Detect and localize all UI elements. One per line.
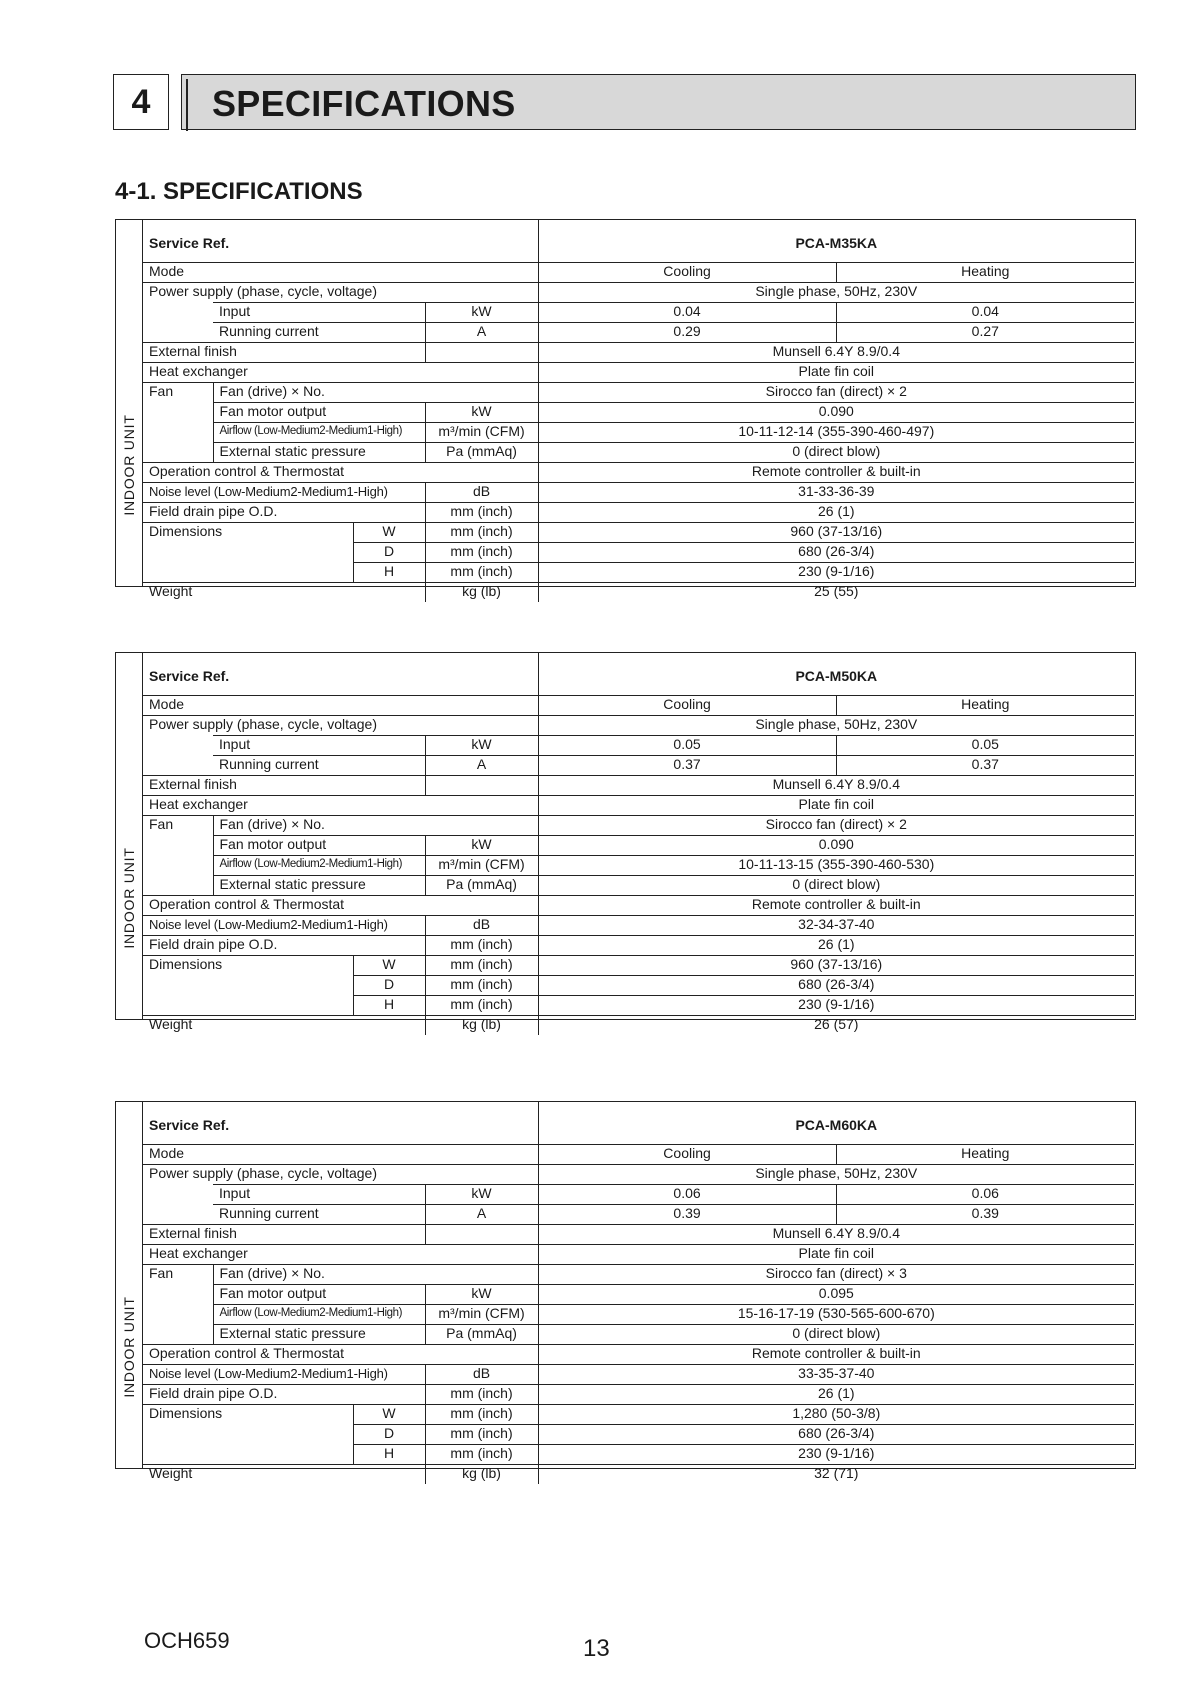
row-label: Field drain pipe O.D. — [143, 503, 425, 523]
value-cell: 33-35-37-40 — [538, 1365, 1134, 1385]
row-label: Fan (drive) × No. — [213, 383, 538, 403]
unit-cell: m³/min (CFM) — [425, 423, 538, 443]
unit-cell: mm (inch) — [425, 1425, 538, 1445]
value-cell: 0.095 — [538, 1285, 1134, 1305]
document-code: OCH659 — [144, 1628, 230, 1653]
value-cell: Munsell 6.4Y 8.9/0.4 — [538, 343, 1134, 363]
dimension-label: W — [353, 523, 425, 543]
row-label: Operation control & Thermostat — [143, 1345, 538, 1365]
row-label: Fan (drive) × No. — [213, 1265, 538, 1285]
value-cell: Remote controller & built-in — [538, 1345, 1134, 1365]
mode-heating: Heating — [836, 263, 1134, 283]
table-row — [143, 303, 1134, 323]
value-cell: Single phase, 50Hz, 230V — [538, 1165, 1134, 1185]
row-label: Weight — [143, 1465, 425, 1485]
value-cell: 31-33-36-39 — [538, 483, 1134, 503]
value-cell: 32-34-37-40 — [538, 916, 1134, 936]
spec-table-1 — [115, 219, 1136, 599]
table-row — [143, 443, 1134, 463]
unit-cell: mm (inch) — [425, 503, 538, 523]
row-label: Mode — [143, 1145, 538, 1165]
row-label: Fan motor output — [213, 1285, 425, 1305]
dimension-label: H — [353, 996, 425, 1016]
table-row — [143, 756, 1134, 776]
value-cell: 960 (37-13/16) — [538, 956, 1134, 976]
row-label: Dimensions — [143, 523, 353, 543]
spec-table-2 — [115, 652, 1136, 1032]
dimension-label: D — [353, 976, 425, 996]
table-row — [143, 1325, 1134, 1345]
row-label: External static pressure — [213, 876, 425, 896]
row-label: External static pressure — [213, 1325, 425, 1345]
table-row — [143, 1365, 1134, 1385]
value-cell: 10-11-12-14 (355-390-460-497) — [538, 423, 1134, 443]
value-cell: Sirocco fan (direct) × 2 — [538, 383, 1134, 403]
value-cell: Remote controller & built-in — [538, 463, 1134, 483]
value-cell: 0.37 — [836, 756, 1134, 776]
value-cell: Single phase, 50Hz, 230V — [538, 716, 1134, 736]
row-label: External finish — [143, 776, 425, 796]
unit-cell: Pa (mmAq) — [425, 876, 538, 896]
unit-cell: mm (inch) — [425, 936, 538, 956]
unit-cell: kg (lb) — [425, 1016, 538, 1036]
service-ref-label: Service Ref. — [143, 653, 538, 696]
table-row — [143, 543, 1134, 563]
row-label: Heat exchanger — [143, 1245, 538, 1265]
table-row — [143, 1185, 1134, 1205]
section-title: SPECIFICATIONS — [212, 83, 516, 124]
row-label: Fan — [143, 383, 213, 403]
table-row — [143, 696, 1134, 716]
value-cell: 15-16-17-19 (530-565-600-670) — [538, 1305, 1134, 1325]
side-label-box — [116, 220, 143, 586]
unit-cell: mm (inch) — [425, 976, 538, 996]
value-cell: 26 (1) — [538, 503, 1134, 523]
page-number: 13 — [583, 1635, 610, 1662]
value-cell: 0.090 — [538, 836, 1134, 856]
value-cell: 960 (37-13/16) — [538, 523, 1134, 543]
value-cell: Sirocco fan (direct) × 3 — [538, 1265, 1134, 1285]
row-label: Power supply (phase, cycle, voltage) — [143, 283, 538, 303]
dimension-label: W — [353, 956, 425, 976]
table-row — [143, 483, 1134, 503]
row-label: Field drain pipe O.D. — [143, 936, 425, 956]
unit-cell: A — [425, 756, 538, 776]
table-row — [143, 323, 1134, 343]
value-cell: 0.37 — [538, 756, 836, 776]
table-row — [143, 1305, 1134, 1325]
unit-cell: mm (inch) — [425, 1405, 538, 1425]
value-cell: 0.29 — [538, 323, 836, 343]
spec-table-3 — [115, 1101, 1136, 1481]
value-cell: 230 (9-1/16) — [538, 563, 1134, 583]
unit-cell: dB — [425, 483, 538, 503]
value-cell: Munsell 6.4Y 8.9/0.4 — [538, 1225, 1134, 1245]
value-cell: 1,280 (50-3/8) — [538, 1405, 1134, 1425]
unit-cell: Pa (mmAq) — [425, 1325, 538, 1345]
table-row — [143, 1145, 1134, 1165]
value-cell: 0 (direct blow) — [538, 876, 1134, 896]
unit-cell: dB — [425, 1365, 538, 1385]
row-label: Mode — [143, 696, 538, 716]
value-cell: 230 (9-1/16) — [538, 1445, 1134, 1465]
table-row — [143, 220, 1134, 263]
table-row — [143, 1405, 1134, 1425]
value-cell: 0.06 — [836, 1185, 1134, 1205]
row-label: Dimensions — [143, 1405, 353, 1425]
dimension-label: H — [353, 1445, 425, 1465]
side-label-box — [116, 1102, 143, 1468]
row-label: External finish — [143, 343, 425, 363]
unit-cell: m³/min (CFM) — [425, 856, 538, 876]
value-cell: 230 (9-1/16) — [538, 996, 1134, 1016]
value-cell: 0.05 — [538, 736, 836, 756]
service-ref-label: Service Ref. — [143, 220, 538, 263]
row-label: Airflow (Low-Medium2-Medium1-High) — [213, 856, 425, 876]
row-label: Heat exchanger — [143, 363, 538, 383]
value-cell: 680 (26-3/4) — [538, 976, 1134, 996]
unit-cell: mm (inch) — [425, 1385, 538, 1405]
unit-cell: kW — [425, 836, 538, 856]
value-cell: 0 (direct blow) — [538, 443, 1134, 463]
row-label: Weight — [143, 1016, 425, 1036]
row-label: Field drain pipe O.D. — [143, 1385, 425, 1405]
row-label: Power supply (phase, cycle, voltage) — [143, 716, 538, 736]
row-label: Fan (drive) × No. — [213, 816, 538, 836]
unit-cell: Pa (mmAq) — [425, 443, 538, 463]
value-cell: Remote controller & built-in — [538, 896, 1134, 916]
table-row — [143, 856, 1134, 876]
table-row — [143, 816, 1134, 836]
table-row — [143, 736, 1134, 756]
value-cell: 26 (1) — [538, 1385, 1134, 1405]
table-row — [143, 836, 1134, 856]
table-row — [143, 1345, 1134, 1365]
row-label: External static pressure — [213, 443, 425, 463]
table-row — [143, 653, 1134, 696]
row-label: Mode — [143, 263, 538, 283]
value-cell: 0.06 — [538, 1185, 836, 1205]
table-row — [143, 1102, 1134, 1145]
section-number: 4 — [113, 74, 169, 130]
unit-cell: mm (inch) — [425, 996, 538, 1016]
value-cell: Plate fin coil — [538, 796, 1134, 816]
table-row — [143, 263, 1134, 283]
unit-cell: m³/min (CFM) — [425, 1305, 538, 1325]
side-label-box — [116, 653, 143, 1019]
table-row — [143, 716, 1134, 736]
unit-cell: mm (inch) — [425, 956, 538, 976]
unit-cell: mm (inch) — [425, 543, 538, 563]
row-label: Input — [213, 1185, 425, 1205]
section-title-box — [181, 74, 1136, 130]
value-cell: 10-11-13-15 (355-390-460-530) — [538, 856, 1134, 876]
unit-cell: kW — [425, 1285, 538, 1305]
table-row — [143, 523, 1134, 543]
table-row — [143, 1465, 1134, 1485]
model-name: PCA-M35KA — [795, 234, 878, 251]
table-row — [143, 283, 1134, 303]
value-cell: 0.27 — [836, 323, 1134, 343]
unit-cell: mm (inch) — [425, 523, 538, 543]
value-cell: 0.05 — [836, 736, 1134, 756]
row-label: Fan motor output — [213, 403, 425, 423]
row-label: Airflow (Low-Medium2-Medium1-High) — [213, 423, 425, 443]
unit-cell: A — [425, 323, 538, 343]
table-row — [143, 563, 1134, 583]
unit-cell: kW — [425, 403, 538, 423]
value-cell: Plate fin coil — [538, 363, 1134, 383]
table-row — [143, 1165, 1134, 1185]
row-label: Airflow (Low-Medium2-Medium1-High) — [213, 1305, 425, 1325]
table-row — [143, 343, 1134, 363]
mode-cooling: Cooling — [538, 263, 836, 283]
table-row — [143, 1016, 1134, 1036]
value-cell: 680 (26-3/4) — [538, 1425, 1134, 1445]
row-label: Running current — [213, 756, 425, 776]
row-label: Input — [213, 736, 425, 756]
mode-heating: Heating — [836, 696, 1134, 716]
value-cell: 0.04 — [836, 303, 1134, 323]
value-cell: 0.39 — [836, 1205, 1134, 1225]
dimension-label: D — [353, 543, 425, 563]
table-row — [143, 996, 1134, 1016]
value-cell: Sirocco fan (direct) × 2 — [538, 816, 1134, 836]
unit-cell: kg (lb) — [425, 1465, 538, 1485]
unit-cell: kW — [425, 736, 538, 756]
side-label: INDOOR UNIT — [121, 847, 137, 949]
row-label: Noise level (Low-Medium2-Medium1-High) — [143, 483, 425, 503]
table-row — [143, 976, 1134, 996]
unit-cell: dB — [425, 916, 538, 936]
value-cell: 0.090 — [538, 403, 1134, 423]
table-row — [143, 1265, 1134, 1285]
row-label: Fan motor output — [213, 836, 425, 856]
table-row — [143, 1225, 1134, 1245]
row-label: Power supply (phase, cycle, voltage) — [143, 1165, 538, 1185]
row-label: Operation control & Thermostat — [143, 896, 538, 916]
table-row — [143, 936, 1134, 956]
unit-cell: mm (inch) — [425, 563, 538, 583]
value-cell: Plate fin coil — [538, 1245, 1134, 1265]
table-row — [143, 776, 1134, 796]
table-row — [143, 876, 1134, 896]
table-row — [143, 383, 1134, 403]
value-cell: Munsell 6.4Y 8.9/0.4 — [538, 776, 1134, 796]
value-cell: 25 (55) — [538, 583, 1134, 603]
mode-cooling: Cooling — [538, 696, 836, 716]
unit-cell: A — [425, 1205, 538, 1225]
spec-grid — [143, 653, 1134, 1035]
row-label: Running current — [213, 323, 425, 343]
unit-cell: kg (lb) — [425, 583, 538, 603]
dimension-label: W — [353, 1405, 425, 1425]
mode-cooling: Cooling — [538, 1145, 836, 1165]
table-row — [143, 1385, 1134, 1405]
table-row — [143, 796, 1134, 816]
unit-cell: mm (inch) — [425, 1445, 538, 1465]
service-ref-label: Service Ref. — [143, 1102, 538, 1145]
row-label: Noise level (Low-Medium2-Medium1-High) — [143, 1365, 425, 1385]
table-row — [143, 1245, 1134, 1265]
unit-cell: kW — [425, 1185, 538, 1205]
side-label: INDOOR UNIT — [121, 1296, 137, 1398]
table-row — [143, 503, 1134, 523]
row-label: Running current — [213, 1205, 425, 1225]
value-cell: 680 (26-3/4) — [538, 543, 1134, 563]
table-row — [143, 583, 1134, 603]
subsection-title: 4-1. SPECIFICATIONS — [115, 178, 363, 205]
table-row — [143, 896, 1134, 916]
model-name: PCA-M60KA — [795, 1116, 878, 1133]
table-row — [143, 403, 1134, 423]
row-label: Input — [213, 303, 425, 323]
table-row — [143, 1425, 1134, 1445]
unit-cell: kW — [425, 303, 538, 323]
value-cell: 0 (direct blow) — [538, 1325, 1134, 1345]
table-row — [143, 363, 1134, 383]
row-label: Noise level (Low-Medium2-Medium1-High) — [143, 916, 425, 936]
row-label: Fan — [143, 816, 213, 836]
value-cell: Single phase, 50Hz, 230V — [538, 283, 1134, 303]
spec-grid — [143, 1102, 1134, 1484]
table-row — [143, 1285, 1134, 1305]
mode-heating: Heating — [836, 1145, 1134, 1165]
table-row — [143, 956, 1134, 976]
spec-grid — [143, 220, 1134, 602]
table-row — [143, 463, 1134, 483]
table-row — [143, 423, 1134, 443]
row-label: Heat exchanger — [143, 796, 538, 816]
dimension-label: D — [353, 1425, 425, 1445]
table-row — [143, 1445, 1134, 1465]
row-label: Dimensions — [143, 956, 353, 976]
value-cell: 0.39 — [538, 1205, 836, 1225]
value-cell: 32 (71) — [538, 1465, 1134, 1485]
row-label: Fan — [143, 1265, 213, 1285]
dimension-label: H — [353, 563, 425, 583]
side-label: INDOOR UNIT — [121, 414, 137, 516]
table-row — [143, 916, 1134, 936]
value-cell: 26 (57) — [538, 1016, 1134, 1036]
model-name: PCA-M50KA — [795, 667, 878, 684]
table-row — [143, 1205, 1134, 1225]
row-label: Operation control & Thermostat — [143, 463, 538, 483]
row-label: Weight — [143, 583, 425, 603]
value-cell: 0.04 — [538, 303, 836, 323]
row-label: External finish — [143, 1225, 425, 1245]
value-cell: 26 (1) — [538, 936, 1134, 956]
